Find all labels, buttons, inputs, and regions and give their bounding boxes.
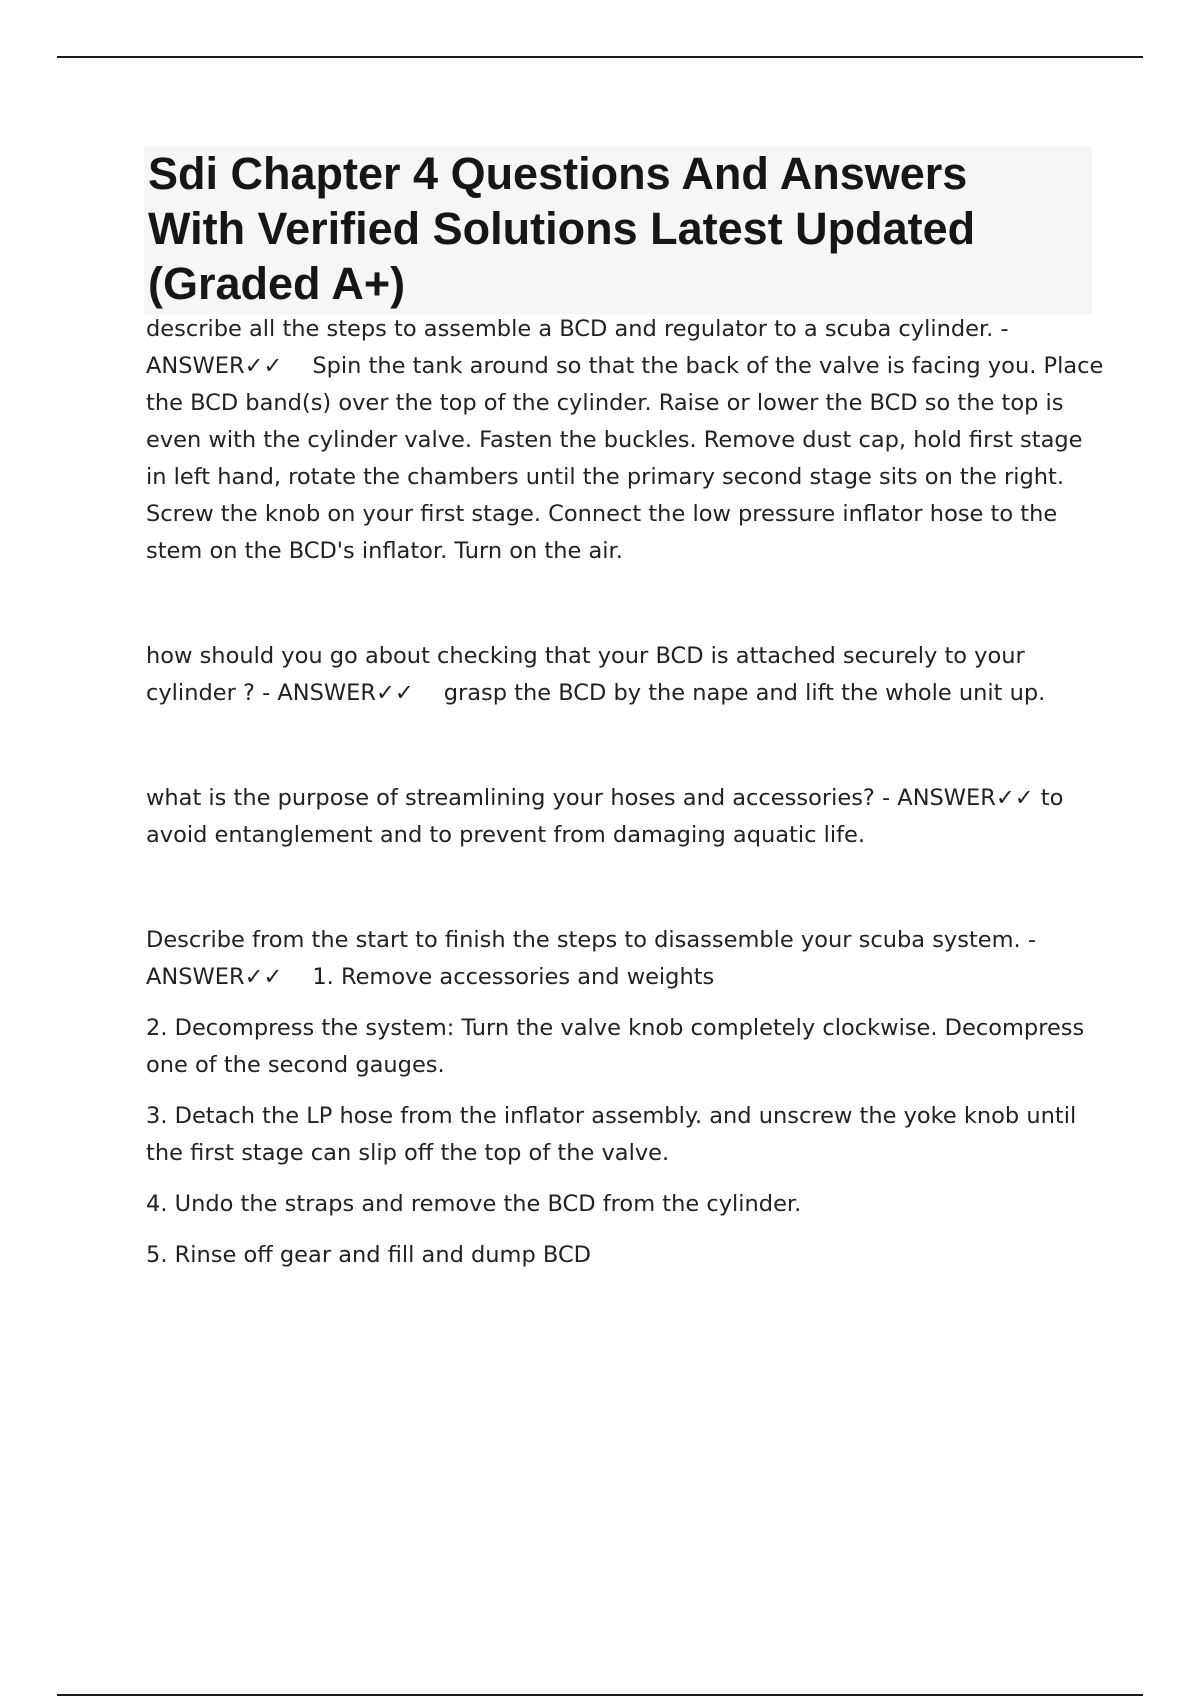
question-text: Describe from the start to finish the steps to disassemble your scuba system. -: [146, 927, 1036, 953]
top-divider: [57, 56, 1143, 58]
answer-text: Spin the tank around so that the back of the valve is facing you. Place the BCD band(s) over the top of the cylinder. Raise or lower the BCD so the top is even with the cylinder valve. Fasten the buckles. Remove dust cap, hold first stage in left hand, rotate the chambers until the primary second stage sits on the right. Screw the knob on your first stage. Connect the low pressure inflator hose to the stem on the BCD's inflator. Turn on the air.: [146, 353, 1104, 564]
title-line: (Graded A+): [148, 258, 406, 309]
qa-item: [146, 780, 1106, 854]
title-line: With Verified Solutions Latest Updated: [148, 203, 976, 254]
answer-label: ANSWER: [897, 785, 996, 811]
checkmark-icon: ✓✓: [244, 964, 283, 990]
answer-label: ANSWER: [277, 680, 376, 706]
answer-label: ANSWER: [146, 353, 245, 379]
answer-text: 1. Remove accessories and weights: [312, 964, 715, 990]
step-item: 2. Decompress the system: Turn the valve knob completely clockwise. Decompress one of the second gauges.: [146, 1015, 1085, 1078]
answer-text: grasp the BCD by the nape and lift the whole unit up.: [443, 680, 1046, 706]
title-line: Sdi Chapter 4 Questions And Answers: [148, 148, 968, 199]
page-title: [144, 146, 1092, 311]
answer-label: ANSWER: [146, 964, 245, 990]
question-text: what is the purpose of streamlining your hoses and accessories? -: [146, 785, 891, 811]
qa-item: [146, 311, 1106, 570]
step-item: 5. Rinse off gear and fill and dump BCD: [146, 1242, 591, 1268]
qa-item: [146, 638, 1106, 712]
bottom-divider: [57, 1694, 1143, 1696]
checkmark-icon: ✓✓: [995, 785, 1034, 811]
title-block: [144, 146, 1092, 314]
answer-text: to avoid entanglement and to prevent from damaging aquatic life.: [146, 785, 1064, 848]
checkmark-icon: ✓✓: [375, 680, 414, 706]
checkmark-icon: ✓✓: [244, 353, 283, 379]
document-body: [146, 311, 1106, 1274]
step-item: 4. Undo the straps and remove the BCD from the cylinder.: [146, 1191, 802, 1217]
question-text: how should you go about checking that your BCD is attached securely to your cylinder ? -: [146, 643, 1025, 706]
question-text: describe all the steps to assemble a BCD and regulator to a scuba cylinder. -: [146, 316, 1009, 342]
qa-item: [146, 922, 1106, 996]
step-item: 3. Detach the LP hose from the inflator assembly. and unscrew the yoke knob until the first stage can slip off the top of the valve.: [146, 1103, 1077, 1166]
